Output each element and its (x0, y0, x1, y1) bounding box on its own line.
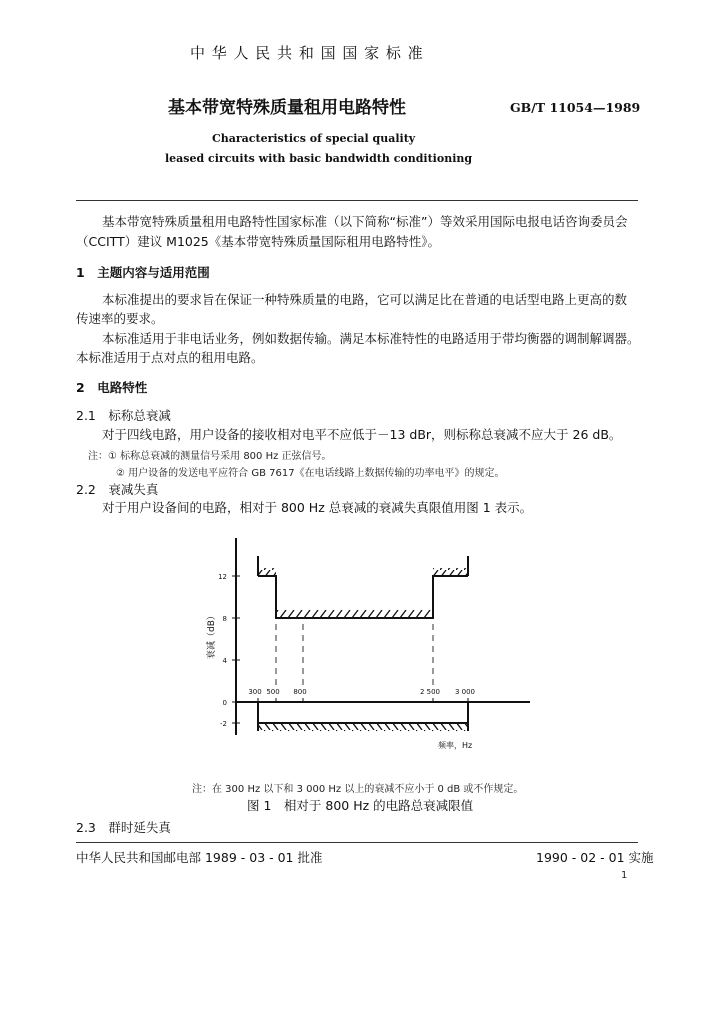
attenuation-distortion-chart (0, 530, 724, 780)
header-divider (76, 200, 638, 201)
section1-heading: 1 主题内容与适用范围 (76, 265, 210, 280)
y-tick-label-1: 8 (222, 615, 227, 623)
national-standard-label: 中 华 人 民 共 和 国 国 家 标 准 (190, 44, 424, 62)
y-tick-label-2: 4 (222, 657, 227, 665)
page-number: 1 (621, 870, 628, 881)
x-tick-label-3: 2 500 (419, 688, 441, 696)
section2-1-text: 对于四线电路，用户设备的接收相对电平不应低于－13 dBr，则标称总衰减不应大于 26 dB。 (102, 427, 622, 442)
x-tick-label-2: 800 (293, 688, 307, 696)
y-tick-label-4: -2 (220, 720, 227, 728)
section1-p1-line2: 传速率的要求。 (76, 311, 164, 326)
y-tick-label-0: 12 (218, 573, 227, 581)
intro-line2: （CCITT）建议 M1025《基本带宽特殊质量国际租用电路特性》。 (76, 234, 441, 249)
section2-heading: 2 电路特性 (76, 380, 148, 395)
section1-p2-line2: 本标准适用于点对点的租用电路。 (76, 350, 264, 365)
x-tick-label-4: 3 000 (454, 688, 476, 696)
section1-p2-line1: 本标准适用于非电话业务，例如数据传输。满足本标准特性的电路适用于带均衡器的调制解调器。 (102, 331, 640, 346)
section2-2-heading: 2.2 衰减失真 (76, 482, 159, 497)
section2-1-note2: ② 用户设备的发送电平应符合 GB 7617《在电话线路上数据传输的功率电平》的规定。 (116, 468, 505, 479)
figure-caption: 图 1 相对于 800 Hz 的电路总衰减限值 (247, 798, 474, 813)
section2-1-heading: 2.1 标称总衰减 (76, 408, 171, 423)
issuer-line: 中华人民共和国邮电部 1989 - 03 - 01 批准 (76, 850, 323, 865)
section2-2-text: 对于用户设备间的电路，相对于 800 Hz 总衰减的衰减失真限值用图 1 表示。 (102, 500, 533, 515)
y-tick-label-3: 0 (222, 699, 227, 707)
figure-note: 注：在 300 Hz 以下和 3 000 Hz 以上的衰减不应小于 0 dB 或不作规定。 (192, 784, 524, 795)
x-axis-label: 频率，Hz (438, 741, 473, 750)
document-title: 基本带宽特殊质量租用电路特性 (168, 98, 406, 118)
title-english-line1: Characteristics of special quality (212, 132, 416, 145)
x-tick-label-1: 500 (266, 688, 280, 696)
x-tick-label-0: 300 (248, 688, 262, 696)
section2-3-heading: 2.3 群时延失真 (76, 820, 171, 835)
intro-line1: 基本带宽特殊质量租用电路特性国家标准（以下简称“标准”）等效采用国际电报电话咨询委员会 (102, 214, 628, 229)
title-english-line2: leased circuits with basic bandwidth conditioning (165, 152, 473, 165)
y-axis-label: 衰减（dB） (207, 611, 217, 659)
effective-date: 1990 - 02 - 01 实施 (536, 850, 654, 865)
section2-1-note1: 注：① 标称总衰减的测量信号采用 800 Hz 正弦信号。 (88, 451, 332, 462)
lower-limit-hatch (258, 723, 468, 731)
section1-p1-line1: 本标准提出的要求旨在保证一种特殊质量的电路，它可以满足比在普通的电话型电路上更高的数 (102, 292, 628, 307)
standard-number: GB/T 11054—1989 (510, 100, 641, 115)
footer-divider (76, 842, 638, 843)
